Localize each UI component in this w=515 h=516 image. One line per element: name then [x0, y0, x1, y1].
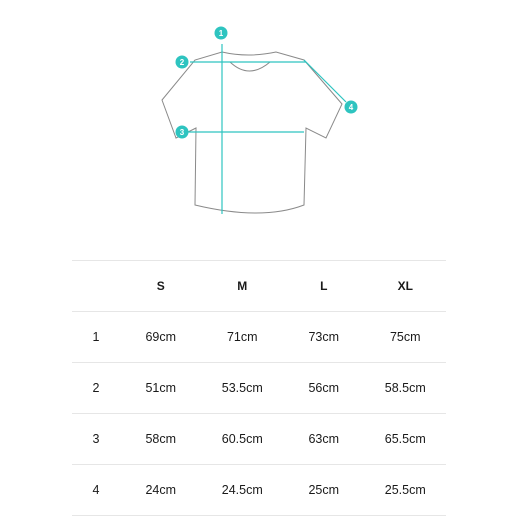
marker-3-label: 3 [179, 128, 185, 137]
row-label: 3 [72, 414, 120, 465]
table-row [72, 465, 446, 516]
marker-2 [176, 56, 189, 69]
table-cell: 73cm [283, 312, 365, 363]
header-size-xl: XL [365, 261, 447, 312]
table-cell: 65.5cm [365, 414, 447, 465]
measurement-lines [188, 44, 346, 214]
size-table [72, 260, 446, 516]
header-size-s: S [120, 261, 202, 312]
marker-3 [176, 126, 189, 139]
row-label: 4 [72, 465, 120, 516]
marker-1 [215, 27, 228, 40]
row-label: 2 [72, 363, 120, 414]
marker-1-label: 1 [218, 29, 224, 38]
table-row [72, 363, 446, 414]
marker-2-label: 2 [179, 58, 185, 67]
row-label: 1 [72, 312, 120, 363]
header-size-m: M [202, 261, 284, 312]
table-cell: 51cm [120, 363, 202, 414]
table-cell: 58cm [120, 414, 202, 465]
table-row [72, 312, 446, 363]
table-cell: 63cm [283, 414, 365, 465]
table-cell: 58.5cm [365, 363, 447, 414]
measure-line-sleeve [304, 60, 346, 102]
tshirt-measurement-diagram [0, 0, 515, 240]
table-cell: 69cm [120, 312, 202, 363]
table-cell: 25.5cm [365, 465, 447, 516]
table-cell: 71cm [202, 312, 284, 363]
header-size-l: L [283, 261, 365, 312]
header-corner [72, 261, 120, 312]
table-row [72, 414, 446, 465]
table-cell: 56cm [283, 363, 365, 414]
marker-4-label: 4 [348, 103, 354, 112]
table-cell: 24.5cm [202, 465, 284, 516]
table-cell: 24cm [120, 465, 202, 516]
table-cell: 60.5cm [202, 414, 284, 465]
marker-4 [345, 101, 358, 114]
table-cell: 53.5cm [202, 363, 284, 414]
size-table-header-row [72, 261, 446, 312]
table-cell: 25cm [283, 465, 365, 516]
table-cell: 75cm [365, 312, 447, 363]
